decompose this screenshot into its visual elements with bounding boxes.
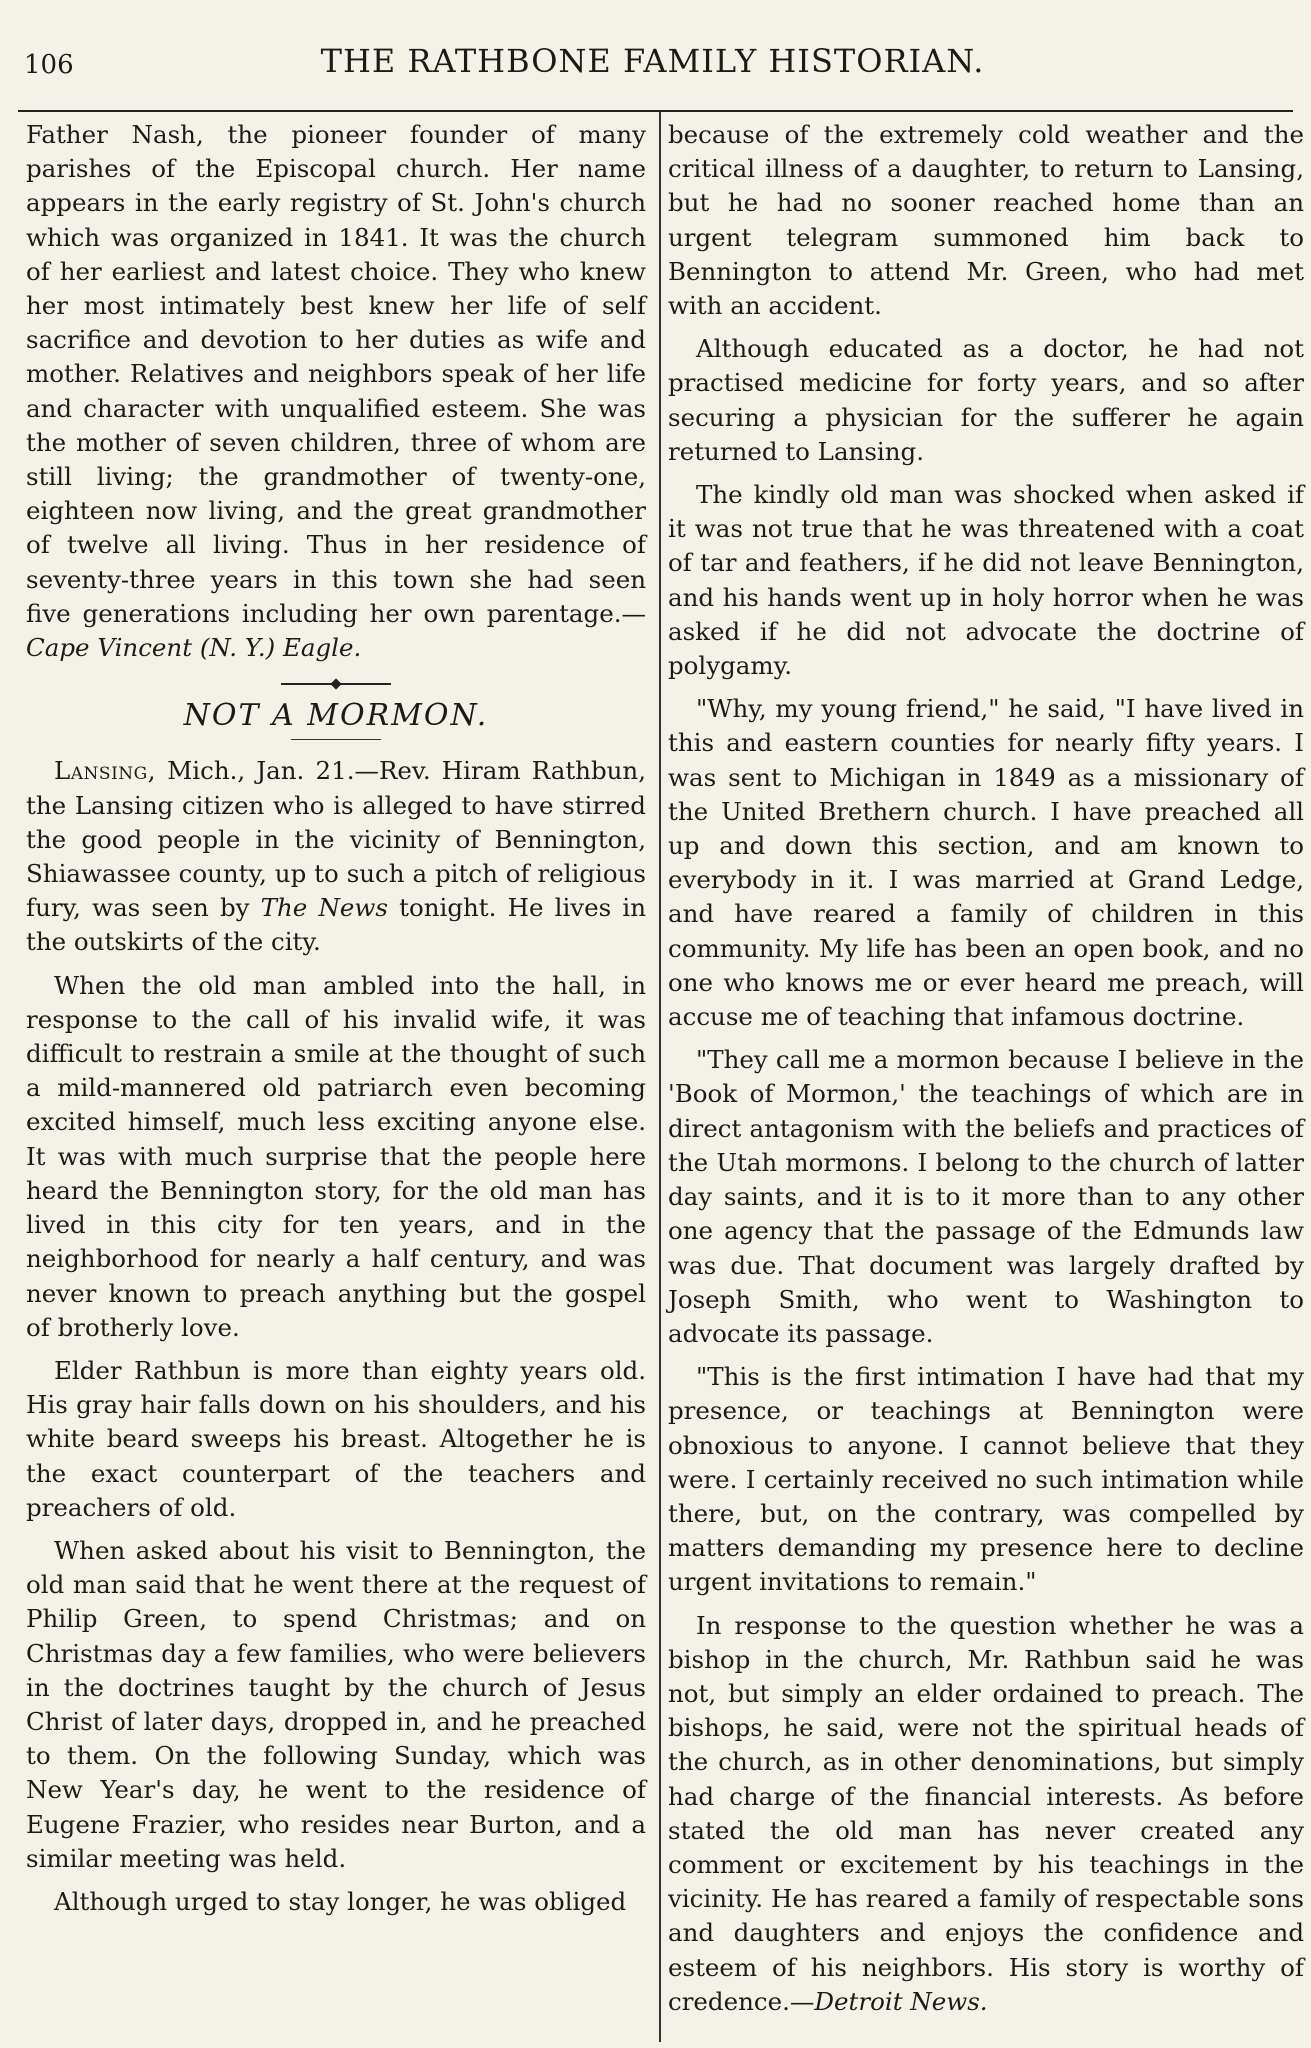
article-paragraph xyxy=(26,754,646,959)
newspaper-name: The News xyxy=(260,893,388,923)
page-number: 106 xyxy=(24,50,74,80)
header-rule xyxy=(18,110,1293,112)
article-headline: NOT A MORMON. xyxy=(183,698,489,734)
obituary-text: Father Nash, the pioneer founder of many parishes of the Episcopal church. Her name appears in the early registry of St. John's church which was organized in 1841. It was the church of her earliest and latest choice. They who knew her most intimately best knew her life of self sacrifice and devotion to her duties as wife and mother. Relatives and neighbors speak of her life and character with unqualified esteem. She was the mother of seven children, three of whom are still living; the grandmother of twenty-one, eighteen now living, and the great grandmother of twelve all living. Thus in her residence of seventy-three years in this town she had seen five generations including her own parentage.— xyxy=(26,120,646,628)
article-paragraph: because of the extremely cold weather and the critical illness of a daughter, to return to Lansing, but he had no sooner reached home than an urgent telegram summoned him back to Bennington to attend Mr. Green, who had met with an accident. xyxy=(668,120,1304,321)
article-paragraph: "Why, my young friend," he said, "I have lived in this and eastern counties for nearly fifty years. I was sent to Michigan in 1849 as a missionary of the United Brethern church. I have preached all up and down this section, and am known to everybody in it. I was married at Grand Ledge, and have reared a family of children in this community. My life has been an open book, and no one who knows me or ever heard me preach, will accuse me of teaching that infamous doctrine. xyxy=(668,694,1304,1032)
article-paragraph: "They call me a mormon because I believe in the 'Book of Mormon,' the teachings of which are in direct antagonism with the beliefs and practices of the Utah mormons. I belong to the church of latter day saints, and it is to it more than to any other one agency that the passage of the Edmunds law was due. That document was largely drafted by Joseph Smith, who went to Washington to advocate its passage. xyxy=(668,1045,1304,1348)
headline-rule xyxy=(291,739,381,740)
article-paragraph: When the old man ambled into the hall, in response to the call of his invalid wife, it was difficult to restrain a smile at the thought of such a mild-mannered old patriarch even becoming excited himself, much less exciting anyone else. It was with much surprise that the people here heard the Bennington story, for the old man has lived in this city for ten years, and in the neighborhood for nearly a half century, and was never known to preach anything but the gospel of brotherly love. xyxy=(26,970,646,1342)
article-paragraph xyxy=(668,1609,1304,2019)
right-column xyxy=(668,118,1304,2028)
article-paragraph: Although urged to stay longer, he was obliged xyxy=(54,1886,627,1916)
running-head xyxy=(24,38,1281,88)
dateline-place: Lansing, xyxy=(54,756,157,786)
article-paragraph: "This is the first intimation I have had that my presence, or teachings at Bennington were obnoxious to anyone. I cannot believe that they were. I certainly received no such intimation while there, but, on the contrary, was compelled by matters demanding my presence here to decline urgent invitations to remain." xyxy=(668,1362,1304,1597)
article-paragraph: When asked about his visit to Bennington, the old man said that he went there at the request of Philip Green, to spend Christmas; and on Christmas day a few families, who were believers in the doctrines taught by the church of Jesus Christ of later days, dropped in, and he preached to them. On the following Sunday, which was New Year's day, he went to the residence of Eugene Frazier, who resides near Burton, and a similar meeting was held. xyxy=(26,1535,646,1873)
column-divider xyxy=(659,112,661,2042)
left-column xyxy=(26,118,646,1928)
section-separator xyxy=(281,683,391,685)
journal-title: THE RATHBONE FAMILY HISTORIAN. xyxy=(320,42,985,80)
article-paragraph: The kindly old man was shocked when asked if it was not true that he was threatened with a coat of tar and feathers, if he did not leave Bennington, and his hands went up in holy horror when he was asked if he did not advocate the doctrine of polygamy. xyxy=(668,480,1304,681)
article-text: In response to the question whether he was a bishop in the church, Mr. Rathbun said he was not, but simply an elder ordained to preach. The bishops, he said, were not the spiritual heads of the church, as in other denominations, but simply had charge of the financial interests. As before stated the old man has never created any comment or excitement by his teachings in the vicinity. He has reared a family of respectable sons and daughters and enjoys the confidence and esteem of his neighbors. His story is worthy of credence.— xyxy=(668,1610,1304,2016)
article-text: Mich., Jan. 21.—Rev. Hiram Rathbun, the Lansing citizen who is alleged to have stirred the good people in the vicinity of Bennington, Shiawassee county, up to such a pitch of religious fury, was seen by xyxy=(26,756,646,923)
article-paragraph: Although educated as a doctor, he had not practised medicine for forty years, and so after securing a physician for the sufferer he again returned to Lansing. xyxy=(668,334,1304,466)
obituary-source: Cape Vincent (N. Y.) Eagle. xyxy=(26,633,362,663)
obituary-paragraph xyxy=(26,118,646,665)
article-source: Detroit News. xyxy=(814,1986,988,2016)
article-paragraph: Elder Rathbun is more than eighty years old. His gray hair falls down on his shoulders, and his white beard sweeps his breast. Altogether he is the exact counterpart of the teachers and preachers of old. xyxy=(26,1355,646,1522)
article-text: tonight. He lives in the outskirts of the city. xyxy=(26,893,646,957)
